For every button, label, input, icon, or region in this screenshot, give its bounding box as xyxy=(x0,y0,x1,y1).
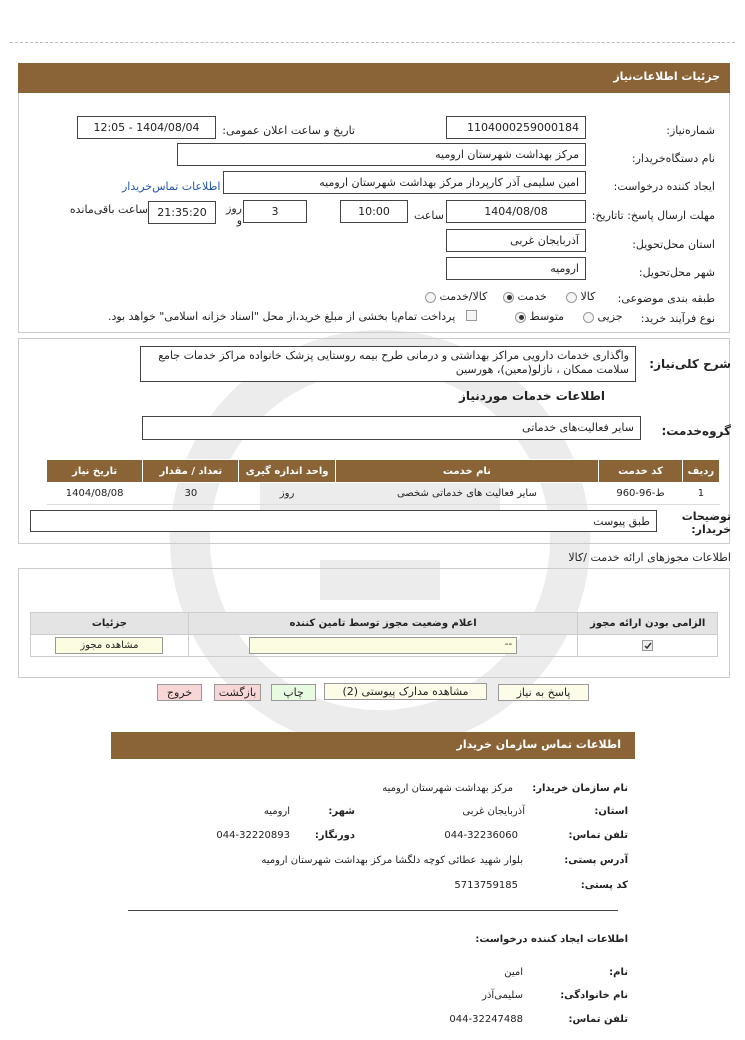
radio-selected-icon xyxy=(515,312,526,323)
province-label: استان محل‌تحویل: xyxy=(632,238,715,251)
creator-section-title: اطلاعات ایجاد کننده درخواست: xyxy=(475,934,628,945)
contact-address-label: آدرس پستی: xyxy=(564,855,628,866)
city-field: ارومیه xyxy=(446,257,586,280)
cell-row: 1 xyxy=(682,483,719,505)
remaining-days-field: 3 xyxy=(243,200,307,223)
licenses-table xyxy=(30,612,718,657)
deadline-time-field: 10:00 xyxy=(340,200,408,223)
creator-phone-label: تلفن تماس: xyxy=(568,1014,628,1025)
contact-phone-value: 044-32236060 xyxy=(444,830,518,841)
creator-last-name-value: سلیمی‌آذر xyxy=(482,990,523,1001)
contact-org-label: نام سازمان خریدار: xyxy=(532,783,628,794)
province-field: آذربایجان غربی xyxy=(446,229,586,252)
payment-note: پرداخت تمام‌یا بخشی از مبلغ خرید،از محل "اسناد خزانه اسلامی" خواهد بود. xyxy=(108,310,456,323)
col-status: اعلام وضعیت مجوز توسط تامین کننده xyxy=(188,613,578,635)
category-option-goods[interactable]: کالا xyxy=(566,290,595,303)
cell-date: 1404/08/08 xyxy=(47,483,143,505)
radio-icon xyxy=(566,292,577,303)
cell-name: سایر فعالیت های خدماتی شخصی xyxy=(335,483,599,505)
category-label: طبقه بندی موضوعی: xyxy=(617,292,715,305)
col-code: کد خدمت xyxy=(599,460,683,483)
radio-selected-icon xyxy=(503,292,514,303)
col-qty: تعداد / مقدار xyxy=(143,460,239,483)
cell-details xyxy=(31,635,189,657)
service-group-field: سایر فعالیت‌های خدماتی xyxy=(142,416,641,440)
licenses-title: اطلاعات مجوزهای ارائه خدمت /کالا xyxy=(568,551,731,564)
licenses-header-row xyxy=(31,613,718,635)
print-button[interactable]: چاپ xyxy=(271,684,316,701)
col-row: ردیف xyxy=(682,460,719,483)
contact-fax-value: 044-32220893 xyxy=(216,830,290,841)
category-option-service[interactable]: خدمت xyxy=(503,290,547,303)
contact-postal-value: 5713759185 xyxy=(454,880,518,891)
creator-phone-value: 044-32247488 xyxy=(449,1014,523,1025)
buyer-notes-label: توضیحات خریدار: xyxy=(681,510,731,536)
col-details: جزئیات xyxy=(31,613,189,635)
summary-text: واگذاری خدمات دارویی مراکز بهداشتی و درمانی طرح بیمه روستایی پزشک خانواده مراکز خدمات جامع سلامت ممکان ، نازلو(معین)، هورسین xyxy=(140,346,636,382)
summary-label: شرح کلی‌نیاز: xyxy=(649,357,731,371)
buyer-notes-field: طبق پیوست xyxy=(30,510,657,532)
contact-address-value: بلوار شهید عطائی کوچه دلگشا مرکز بهداشت شهرستان ارومیه xyxy=(261,855,523,866)
creator-field: امین سلیمی آذر کارپرداز مرکز بهداشت شهرستان ارومیه xyxy=(223,171,586,194)
contact-divider xyxy=(128,910,618,911)
creator-label: ایجاد کننده درخواست: xyxy=(613,180,715,193)
services-section-title: اطلاعات خدمات موردنیاز xyxy=(458,389,605,403)
cell-required xyxy=(578,635,718,657)
announce-field: 1404/08/04 - 12:05 xyxy=(77,116,216,139)
process-option-minor[interactable]: جزیی xyxy=(583,310,623,323)
license-status-field: -- xyxy=(249,637,517,654)
cell-status xyxy=(188,635,578,657)
buyer-contact-link[interactable]: اطلاعات تماس‌خریدار xyxy=(122,180,221,193)
category-option-both[interactable]: کالا/خدمت xyxy=(425,290,487,303)
creator-first-name-label: نام: xyxy=(609,967,628,978)
table-row xyxy=(47,483,720,505)
deadline-label: مهلت ارسال پاسخ: تاتاریخ: xyxy=(591,209,715,222)
remaining-time-field: 21:35:20 xyxy=(148,201,216,224)
contact-city-label: شهر: xyxy=(328,806,355,817)
radio-icon xyxy=(425,292,436,303)
back-button[interactable]: بازگشت xyxy=(214,684,261,701)
col-name: نام خدمت xyxy=(335,460,599,483)
reply-button[interactable]: پاسخ به نیاز xyxy=(498,684,589,701)
announce-label: تاریخ و ساعت اعلان عمومی: xyxy=(222,124,355,137)
contact-fax-label: دورنگار: xyxy=(314,830,355,841)
service-group-label: گروه‌خدمت: xyxy=(661,424,731,438)
remaining-label: ساعت باقی‌مانده xyxy=(69,203,148,216)
city-label: شهر محل‌تحویل: xyxy=(638,266,715,279)
process-option-medium[interactable]: متوسط xyxy=(515,310,564,323)
details-header xyxy=(18,63,730,93)
services-table xyxy=(46,459,720,505)
deadline-time-label: ساعت xyxy=(414,209,444,222)
contact-city-value: ارومیه xyxy=(263,806,290,817)
creator-first-name-value: امین xyxy=(504,967,523,978)
buyer-org-label: نام دستگاه‌خریدار: xyxy=(631,152,715,165)
creator-last-name-label: نام خانوادگی: xyxy=(560,990,628,1001)
need-number-label: شماره‌نیاز: xyxy=(666,124,715,137)
contact-org-value: مرکز بهداشت شهرستان ارومیه xyxy=(382,783,513,794)
contact-title: اطلاعات تماس سازمان خریدار xyxy=(456,738,621,751)
cell-code: ط-96-960 xyxy=(599,483,683,505)
buyer-org-field: مرکز بهداشت شهرستان ارومیه xyxy=(177,143,586,166)
need-number-field: 1104000259000184 xyxy=(446,116,586,139)
details-title: جزئیات اطلاعات‌نیاز xyxy=(613,70,720,83)
days-label: روز و xyxy=(226,202,242,227)
cell-qty: 30 xyxy=(143,483,239,505)
col-required: الزامی بودن ارائه مجوز xyxy=(578,613,718,635)
services-header-row xyxy=(47,460,720,483)
treasury-checkbox[interactable] xyxy=(466,310,477,321)
deadline-date-field: 1404/08/08 xyxy=(446,200,586,223)
radio-icon xyxy=(583,312,594,323)
contact-province-label: استان: xyxy=(594,806,628,817)
contact-postal-label: کد پستی: xyxy=(580,880,628,891)
process-label: نوع فرآیند خرید: xyxy=(640,312,715,325)
contact-header xyxy=(111,732,635,759)
view-license-button[interactable]: مشاهده مجوز xyxy=(55,637,163,654)
col-unit: واحد اندازه گیری xyxy=(239,460,335,483)
exit-button[interactable]: خروج xyxy=(157,684,202,701)
col-date: تاریخ نیاز xyxy=(47,460,143,483)
cell-unit: روز xyxy=(239,483,335,505)
checkmark-icon xyxy=(642,640,653,651)
table-row xyxy=(31,635,718,657)
contact-province-value: آذربایجان غربی xyxy=(462,806,525,817)
contact-phone-label: تلفن تماس: xyxy=(568,830,628,841)
attachments-button[interactable]: مشاهده مدارک پیوستی (2) xyxy=(324,683,487,700)
top-divider xyxy=(10,42,735,43)
